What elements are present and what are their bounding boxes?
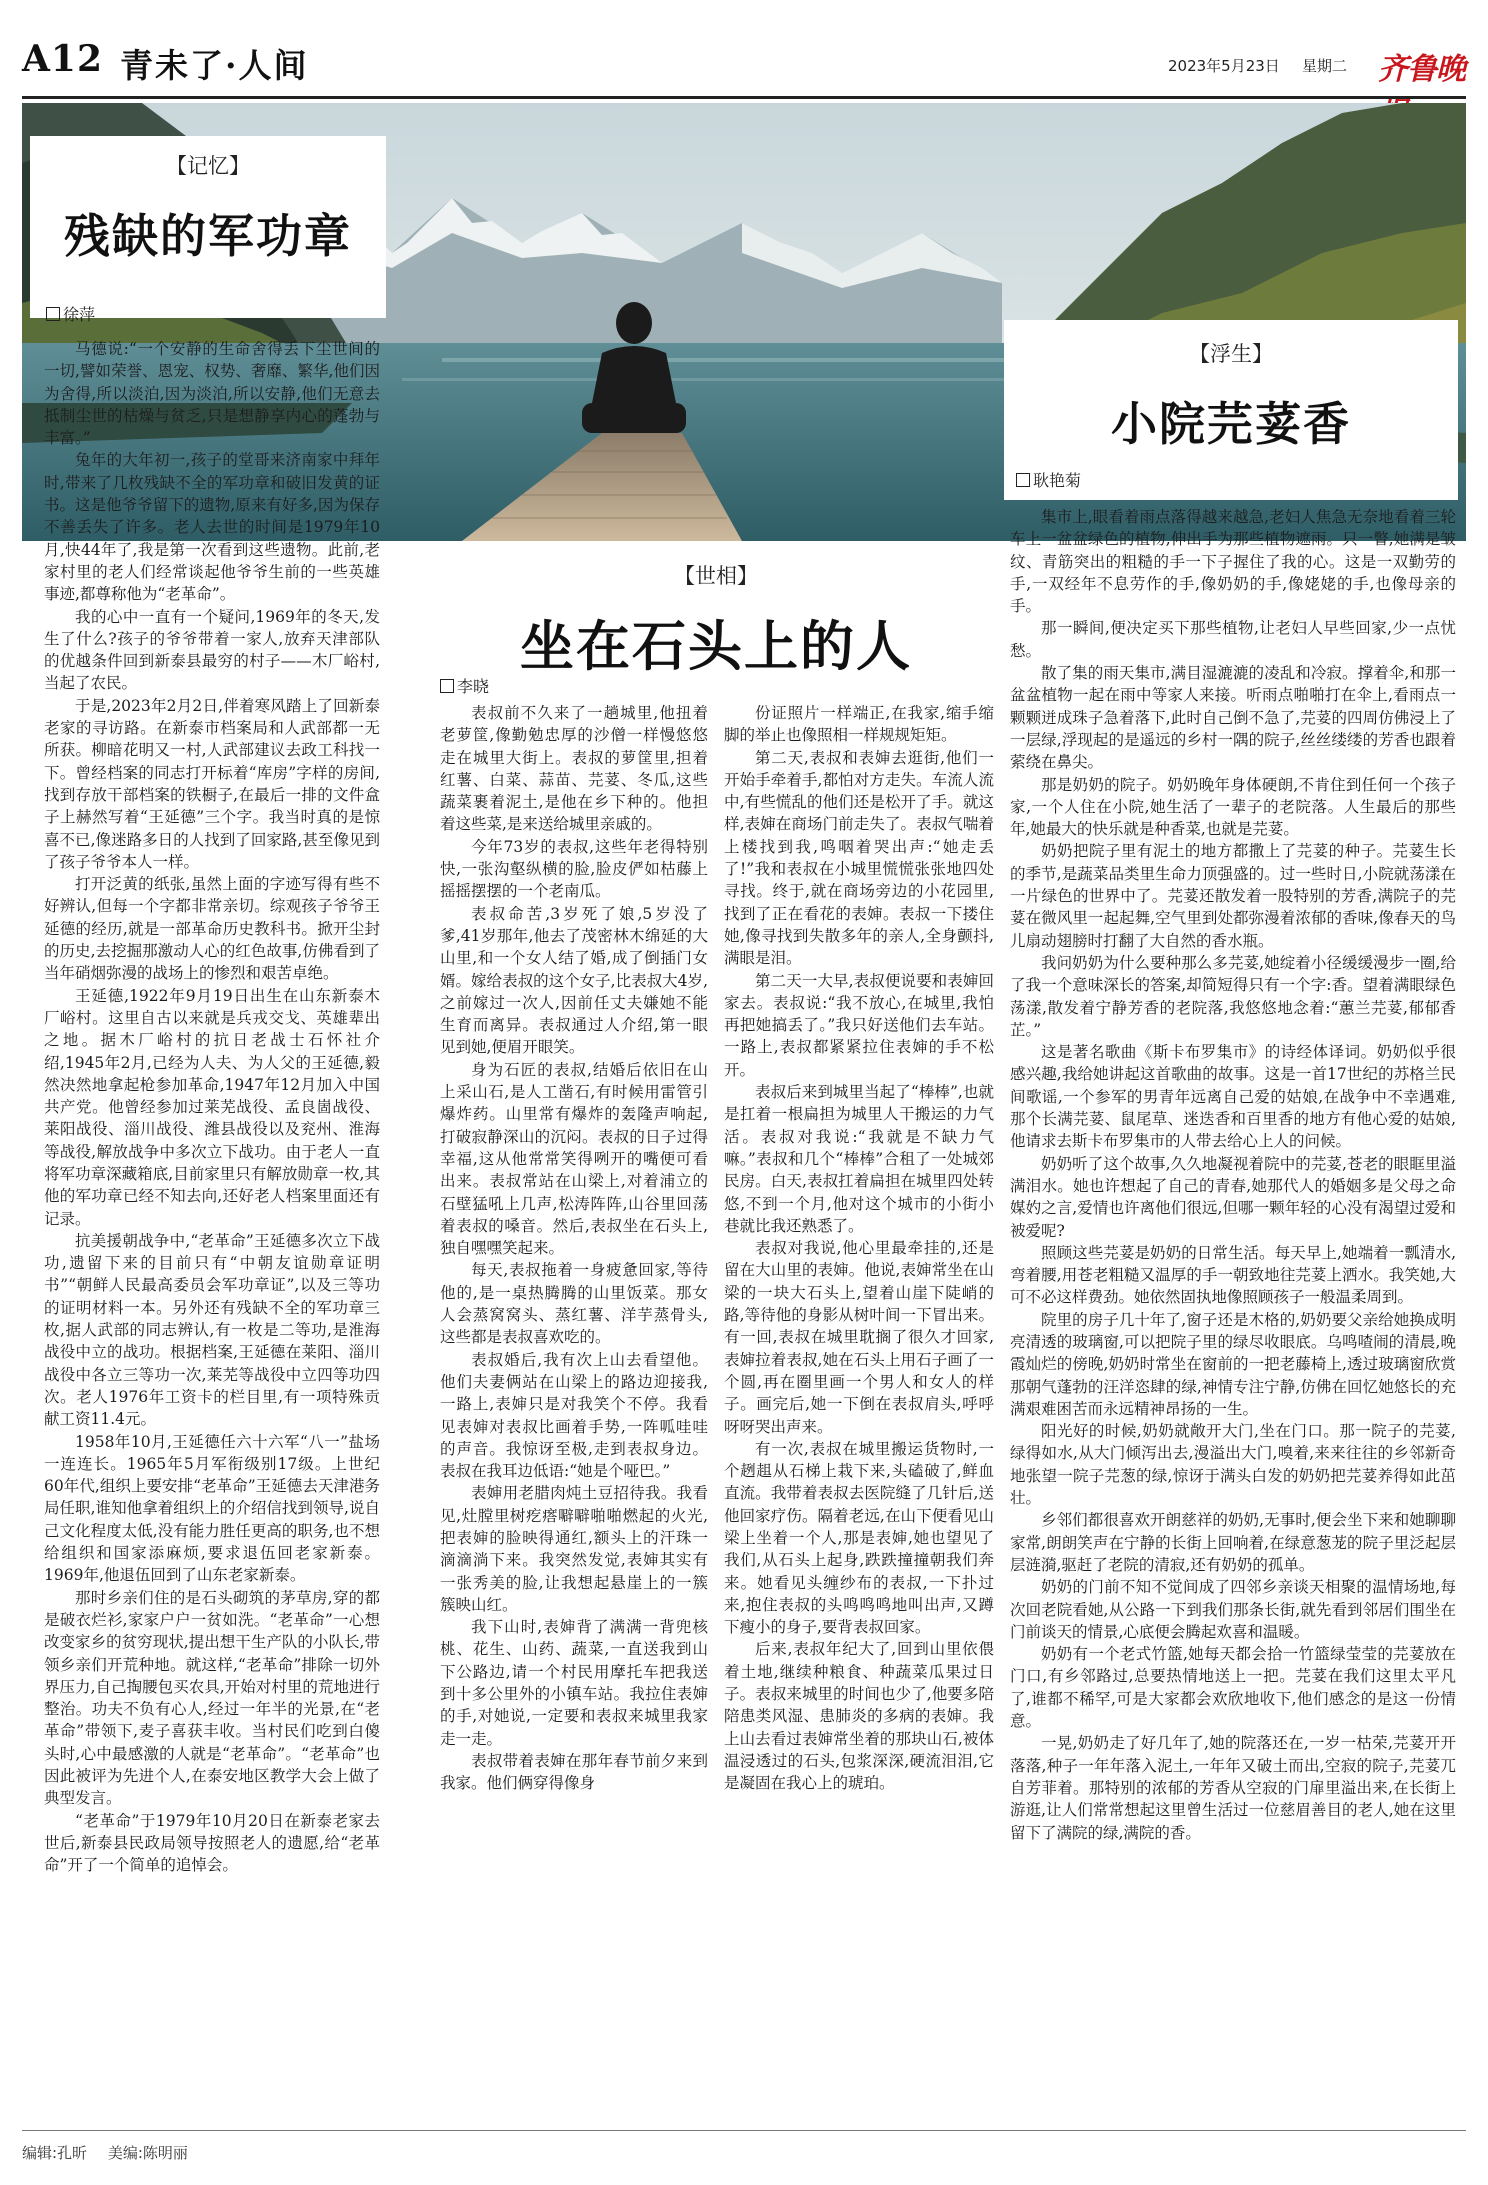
paragraph: 表叔后来到城里当起了“棒棒”,也就是扛着一根扁担为城里人干搬运的力气活。表叔对我说:“我就是不缺力气嘛。”表叔和几个“棒棒”合租了一处城郊民房。白天,表叔扛着扁担在城里四处转悠,不到一个月,他对这个城市的小街小巷就比我还熟悉了。	[724, 1083, 994, 1235]
paragraph: 有一次,表叔在城里搬运货物时,一个趔趄从石梯上栽下来,头磕破了,鲜血直流。我带着表叔去医院缝了几针后,送他回家疗伤。隔着老远,在山下便看见山梁上坐着一个人,那是表婶,她也望见了我们,从石头上起身,跌跌撞撞朝我们奔来。她看见头缠纱布的表叔,一下扑过来,抱住表叔的头鸣鸣鸣地叫出声,又蹲下瘦小的身子,要背表叔回家。	[724, 1439, 994, 1637]
byline-box-icon	[440, 679, 454, 693]
paragraph: 乡邻们都很喜欢开朗慈祥的奶奶,无事时,便会坐下来和她聊聊家常,朗朗笑声在宁静的长街上回响着,在绿意葱茏的院子里泛起层层涟漪,驱赶了老院的清寂,还有奶奶的孤单。	[1010, 1511, 1456, 1574]
page-footer	[22, 2142, 204, 2163]
article2-title: 坐在石头上的人	[520, 614, 912, 678]
paragraph: 表婶用老腊肉炖土豆招待我。我看见,灶膛里树疙瘩噼噼啪啪燃起的火光,把表婶的脸映得通红,额头上的汗珠一滴滴淌下来。我突然发觉,表婶其实有一张秀美的脸,让我想起悬崖上的一簇簇映山红。	[440, 1484, 708, 1614]
article1-tag: 【记忆】	[166, 154, 250, 178]
article2-column-2	[724, 702, 994, 2118]
paragraph: “老革命”于1979年10月20日在新泰老家去世后,新泰县民政局领导按照老人的遗愿,给“老革命”开了一个简单的追悼会。	[44, 1811, 380, 1875]
paragraph: 那是奶奶的院子。奶奶晚年身体硬朗,不肯住到任何一个孩子家,一个人住在小院,她生活了一辈子的老院落。人生最后的那些年,她最大的快乐就是种香菜,也就是芫荽。	[1010, 775, 1456, 839]
paragraph: 奶奶的门前不知不觉间成了四邻乡亲谈天相聚的温情场地,每次回老院看她,从公路一下到我们那条长街,就先看到邻居们围坐在门前谈天的情景,心底便会腾起欢喜和温暖。	[1010, 1578, 1456, 1641]
byline-box-icon	[1016, 473, 1030, 487]
paragraph: 这是著名歌曲《斯卡布罗集市》的诗经体译词。奶奶似乎很感兴趣,我给她讲起这首歌曲的故事。这是一首17世纪的苏格兰民间歌谣,一个参军的男青年远离自己爱的姑娘,在战争中不幸遇难,那个长满芫荽、鼠尾草、迷迭香和百里香的地方有他心爱的姑娘,他请求去斯卡布罗集市的人带去给心上人的问候。	[1010, 1043, 1456, 1151]
article2-author: 李晓	[457, 677, 490, 696]
paragraph: 每天,表叔拖着一身疲惫回家,等待他的,是一桌热腾腾的山里饭菜。那女人会蒸窝窝头、蒸红薯、洋芋蒸骨头,这些都是表叔喜欢吃的。	[440, 1261, 708, 1347]
paragraph: 王延德,1922年9月19日出生在山东新泰木厂峪村。这里自古以来就是兵戎交戈、英雄辈出之地。据木厂峪村的抗日老战士石怀社介绍,1945年2月,已经为人夫、为人父的王延德,毅然决然地拿起枪参加革命,1947年12月加入中国共产党。他曾经参加过莱芜战役、孟良崮战役、莱阳战役、淄川战役、潍县战役以及兖州、淮海等战役,解放战争中多次立下战功。由于老人一直将军功章深藏箱底,目前家里只有解放勋章一枚,其他的军功章已经不知去向,还好老人档案里面还有记录。	[44, 986, 380, 1228]
header-rule	[22, 96, 1466, 99]
paragraph: 表叔婚后,我有次上山去看望他。他们夫妻俩站在山梁上的路边迎接我,一路上,表婶只是对我笑个不停。我看见表婶对表叔比画着手势,一阵呱哇哇的声音。我惊讶至极,走到表叔身边。表叔在我耳边低语:“她是个哑巴。”	[440, 1350, 708, 1481]
paragraph: 那时乡亲们住的是石头砌筑的茅草房,穿的都是破衣烂衫,家家户户一贫如洗。“老革命”一心想改变家乡的贫穷现状,提出想干生产队的小队长,带领乡亲们开荒种地。就这样,“老革命”排除一切外界压力,自己掏腰包买农具,开始对村里的荒地进行整治。功夫不负有心人,经过一年半的光景,在“老革命”带领下,麦子喜获丰收。当村民们吃到白傻头时,心中最感激的人就是“老革命”。“老革命”也因此被评为先进个人,在泰安地区教学大会上做了典型发言。	[44, 1588, 380, 1808]
paragraph: 集市上,眼看着雨点落得越来越急,老妇人焦急无奈地看着三轮车上一盆盆绿色的植物,伸出手为那些植物遮雨。只一瞥,她满是皱纹、青筋突出的粗糙的手一下子握住了我的心。这是一双勤劳的手,一双经年不息劳作的手,像奶奶的手,像姥姥的手,也像母亲的手。	[1010, 508, 1456, 616]
paragraph: 第二天,表叔和表婶去逛街,他们一开始手牵着手,都怕对方走失。车流人流中,有些慌乱的他们还是松开了手。就这样,表婶在商场门前走失了。表叔气喘着上楼找到我,鸣咽着哭出声:“她走丢了!”我和表叔在小城里慌慌张张地四处寻找。终于,就在商场旁边的小花园里,找到了正在看花的表婶。表叔一下搂住她,像寻找到失散多年的亲人,全身颤抖,满眼是泪。	[724, 748, 994, 968]
paragraph: 第二天一大早,表叔便说要和表婶回家去。表叔说:“我不放心,在城里,我怕再把她搞丢了。”我只好送他们去车站。一路上,表叔都紧紧拉住表婶的手不松开。	[724, 971, 994, 1079]
article2-byline	[440, 674, 489, 697]
paragraph: 我的心中一直有一个疑问,1969年的冬天,发生了什么?孩子的爷爷带着一家人,放弃天津部队的优越条件回到新泰县最穷的村子——木厂峪村,当起了农民。	[44, 607, 380, 693]
designer-credit: 美编:陈明丽	[107, 2144, 188, 2162]
paragraph: 散了集的雨天集市,满目湿漉漉的凌乱和冷寂。撑着伞,和那一盆盆植物一起在雨中等家人来接。听雨点啪啪打在伞上,看雨点一颗颗迸成珠子急着落下,此时自己倒不急了,芫荽的四周仿佛浸上了一层绿,浮现起的是遥远的乡村一隅的院子,丝丝缕缕的芳香也跟着萦绕在鼻尖。	[1010, 664, 1456, 772]
paragraph: 奶奶听了这个故事,久久地凝视着院中的芫荽,苍老的眼眶里溢满泪水。她也许想起了自己的青春,她那代人的婚姻多是父母之命媒妁之言,爱情也许离他们很远,但哪一颗年轻的心没有渴望过爱和被爱呢?	[1010, 1154, 1456, 1240]
paragraph: 一晃,奶奶走了好几年了,她的院落还在,一岁一枯荣,芫荽开开落落,种子一年年落入泥土,一年年又破土而出,空寂的院子,芫荽兀自芳菲着。那特别的浓郁的芳香从空寂的门扉里溢出来,在长街上游逛,让人们常常想起这里曾生活过一位慈眉善目的老人,她在这里留下了满院的绿,满院的香。	[1010, 1734, 1456, 1842]
paragraph: 我问奶奶为什么要种那么多芫荽,她绽着小径缓缓漫步一圈,给了我一个意味深长的答案,却简短得只有一个字:香。望着满眼绿色荡漾,散发着宁静芳香的老院落,我悠悠地念着:“蕙兰芫荽,郁郁香芷。”	[1010, 953, 1456, 1039]
article2-tag: 【世相】	[674, 564, 758, 588]
footer-rule	[22, 2130, 1466, 2131]
paragraph: 表叔命苦,3岁死了娘,5岁没了爹,41岁那年,他去了茂密林木绵延的大山里,和一个女人结了婚,成了倒插门女婿。嫁给表叔的这个女子,比表叔大4岁,之前嫁过一次人,因前任丈夫嫌她不能生育而离异。表叔通过人介绍,第一眼见到她,便眉开眼笑。	[440, 904, 708, 1057]
paragraph: 阳光好的时候,奶奶就敞开大门,坐在门口。那一院子的芫荽,绿得如水,从大门倾泻出去,漫溢出大门,嗅着,来来往往的乡邻新奇地张望一院子芫葱的绿,惊讶于满头白发的奶奶把芫荽养得如此茁壮。	[1010, 1422, 1456, 1508]
page-header	[22, 38, 1466, 96]
paragraph: 马德说:“一个安静的生命舍得丢下尘世间的一切,譬如荣誉、恩宠、权势、奢靡、繁华,他们因为舍得,所以淡泊,因为淡泊,所以安静,他们无意去抵制尘世的枯燥与贫乏,只是想静享内心的蓬勃与丰富。”	[44, 340, 380, 448]
article1-header	[30, 136, 386, 324]
paragraph: 院里的房子几十年了,窗子还是木格的,奶奶要父亲给她换成明亮清透的玻璃窗,可以把院子里的绿尽收眼底。乌鸣喳闹的清晨,晚霞灿烂的傍晚,奶奶时常坐在窗前的一把老藤椅上,透过玻璃窗欣赏那朝气蓬勃的汪洋恣肆的绿,神情专注宁静,仿佛在回忆她悠长的充满艰难困苦而永远精神昂扬的一生。	[1010, 1310, 1456, 1418]
article3-tag: 【浮生】	[1189, 342, 1273, 366]
section-title: 青未了·人间	[120, 46, 309, 85]
paragraph: 奶奶有一个老式竹篮,她每天都会拾一竹篮绿莹莹的芫荽放在门口,有乡邻路过,总要热情地送上一把。芫荽在我们这里太平凡了,谁都不稀罕,可是大家都会欢欣地收下,他们感念的是这一份情意。	[1010, 1645, 1456, 1731]
article2-column-1	[440, 702, 708, 2116]
paragraph: 份证照片一样端正,在我家,缩手缩脚的举止也像照相一样规规矩矩。	[724, 704, 994, 745]
issue-date: 2023年5月23日	[1168, 57, 1280, 75]
paragraph: 后来,表叔年纪大了,回到山里依偎着土地,继续种粮食、种蔬菜瓜果过日子。表叔来城里的时间也少了,他要多陪陪患类风湿、患肺炎的多病的表婶。我上山去看过表婶常坐着的那块山石,被体温浸透过的石头,包浆深深,硬流泪泪,它是凝固在我心上的琥珀。	[724, 1640, 994, 1793]
paragraph: 身为石匠的表叔,结婚后依旧在山上采山石,是人工凿石,有时候用雷管引爆炸药。山里常有爆炸的轰隆声响起,打破寂静深山的沉闷。表叔的日子过得幸福,这从他常常笑得咧开的嘴便可看出来。表叔常站在山梁上,对着浦立的石壁猛吼上几声,松涛阵阵,山谷里回荡着表叔的嗓音。然后,表叔坐在石头上,独自嘿嘿笑起来。	[440, 1060, 708, 1258]
article3-column-1	[1010, 506, 1456, 2118]
byline-box-icon	[46, 307, 60, 321]
paragraph: 那一瞬间,便决定买下那些植物,让老妇人早些回家,少一点忧愁。	[1010, 619, 1456, 660]
paragraph: 1958年10月,王延德任六十六军“八一”盐场一连连长。1965年5月军衔级别17级。上世纪60年代,组织上要安排“老革命”王延德去天津港务局任职,谁知他拿着组织上的介绍信找到领导,说自己文化程度太低,没有能力胜任更高的职务,也不想给组织和国家添麻烦,要求退伍回老家新泰。1969年,他退伍回到了山东老家新泰。	[44, 1432, 380, 1585]
paragraph: 我下山时,表婶背了满满一背兜核桃、花生、山药、蔬菜,一直送我到山下公路边,请一个村民用摩托车把我送到十多公里外的小镇车站。我拉住表婶的手,对她说,一定要和表叔来城里我家走一走。	[440, 1618, 708, 1748]
paragraph: 抗美援朝战争中,“老革命”王延德多次立下战功,遗留下来的目前只有“中朝友谊勋章证明书”“朝鲜人民最高委员会军功章证”,以及三等功的证明材料一本。另外还有残缺不全的军功章三枚,据人武部的同志辨认,有一枚是二等功,是淮海战役中立的战功。根据档案,王延德在莱阳、淄川战役中各立三等功一次,莱芜等战役中立四等功四次。老人1976年工资卡的栏目里,有一项特殊贡献工资11.4元。	[44, 1231, 380, 1429]
paragraph: 表叔对我说,他心里最牵挂的,还是留在大山里的表婶。他说,表婶常坐在山梁的一块大石头上,望着山崖下陡峭的路,等待他的身影从树叶间一下冒出来。有一回,表叔在城里耽搁了很久才回家,表婶拉着表叔,她在石头上用石子画了一个圆,再在圈里画一个男人和女人的样子。画完后,她一下倒在表叔肩头,呼呼呀呀哭出声来。	[724, 1239, 994, 1436]
paragraph: 兔年的大年初一,孩子的堂哥来济南家中拜年时,带来了几枚残缺不全的军功章和破旧发黄的证书。这是他爷爷留下的遗物,原来有好多,因为保存不善丢失了许多。老人去世的时间是1979年10月,快44年了,我是第一次看到这些遗物。此前,老家村里的老人们经常谈起他爷爷生前的一些英雄事迹,都尊称他为“老革命”。	[44, 451, 380, 604]
article1-author: 徐萍	[63, 305, 96, 324]
editor-credit: 编辑:孔昕	[22, 2144, 88, 2162]
paragraph: 于是,2023年2月2日,伴着寒风踏上了回新泰老家的寻访路。在新泰市档案局和人武部都一无所获。柳暗花明又一村,人武部建议去政工科找一下。曾经档案的同志打开标着“库房”字样的房间,找到存放干部档案的铁橱子,在最后一排的文件盒子上赫然写着“王延德”三个字。我当时真的是惊喜不已,像迷路多日的人找到了回家路,甚至像见到了孩子爷爷本人一样。	[44, 696, 380, 871]
paragraph: 打开泛黄的纸张,虽然上面的字迹写得有些不好辨认,但每一个字都非常亲切。综观孩子爷爷王延德的经历,就是一部革命历史教科书。掀开尘封的历史,去挖掘那激动人心的红色故事,仿佛看到了当年硝烟弥漫的战场上的惨烈和艰苦卓绝。	[44, 875, 380, 983]
article1-title: 残缺的军功章	[64, 209, 352, 263]
article3-header	[1004, 320, 1458, 500]
newspaper-logo: 齐鲁晚	[1378, 52, 1465, 87]
paragraph: 表叔前不久来了一趟城里,他扭着老萝筐,像勤勉忠厚的沙僧一样慢悠悠走在城里大街上。表叔的萝筐里,担着红薯、白菜、蒜苗、芫荽、冬瓜,这些蔬菜裹着泥土,是他在乡下种的。他担着这些菜,是来送给城里亲戚的。	[440, 704, 708, 834]
article3-byline	[1016, 468, 1081, 491]
article1-byline	[46, 302, 95, 325]
article1-column-1	[44, 338, 380, 2116]
paragraph: 奶奶把院子里有泥土的地方都撒上了芫荽的种子。芫荽生长的季节,是蔬菜品类里生命力顶强盛的。过一些时日,小院就荡漾在一片绿色的世界中了。芫荽还散发着一股特别的芳香,满院子的芫荽在微风里一起起舞,空气里到处都弥漫着浓郁的香味,像春天的鸟儿扇动翅膀时打翻了大自然的香水瓶。	[1010, 842, 1456, 950]
article3-title: 小院芫荽香	[1111, 397, 1351, 451]
article3-author: 耿艳菊	[1033, 471, 1082, 490]
page-number: A12	[22, 38, 104, 80]
issue-weekday: 星期二	[1302, 57, 1348, 75]
paragraph: 今年73岁的表叔,这些年老得特别快,一张沟壑纵横的脸,脸皮俨如枯藤上摇摇摆摆的一个老南瓜。	[440, 837, 708, 901]
article2-header	[426, 546, 1006, 710]
paragraph: 照顾这些芫荽是奶奶的日常生活。每天早上,她端着一瓢清水,弯着腰,用苍老粗糙又温厚的手一朝致地往芫荽上洒水。我笑她,大可不必这样费劲。她依然固执地像照顾孩子一般温柔周到。	[1010, 1243, 1456, 1307]
paragraph: 表叔带着表婶在那年春节前夕来到我家。他们俩穿得像身	[440, 1751, 708, 1793]
